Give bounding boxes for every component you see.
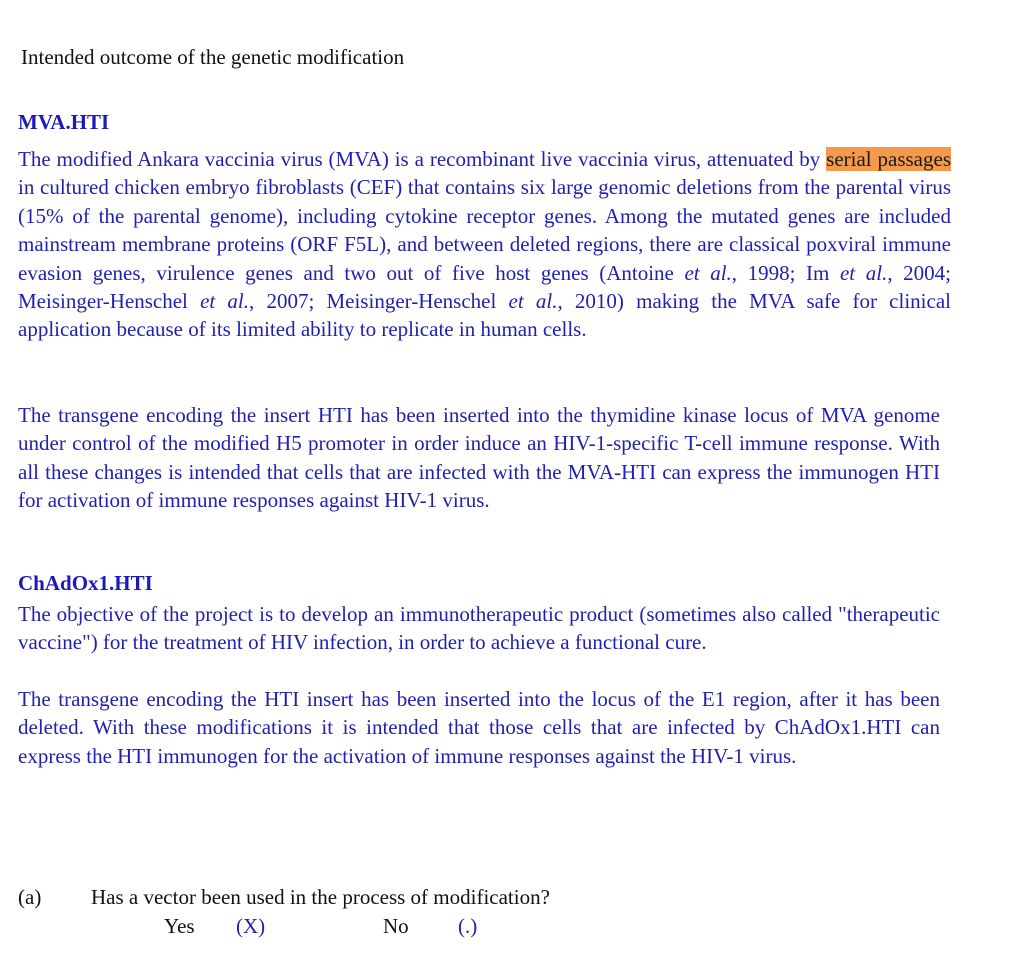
yes-checkbox[interactable]: (X) [236, 914, 266, 938]
chadox-paragraph-1: The objective of the project is to develop an immunotherapeutic product (sometimes also called "therapeutic vaccine") for the treatment of HIV infection, in order to achieve a functional cure. [18, 602, 940, 655]
question-label: (a) [18, 885, 42, 909]
citation-etal: et al. [200, 289, 249, 314]
mva-para1-text-a: The modified Ankara vaccinia virus (MVA) is a recombinant live vaccinia virus, attenuated by [18, 147, 827, 171]
question-text: Has a vector been used in the process of modification? [91, 885, 550, 909]
chadox-paragraph-2: The transgene encoding the HTI insert has been inserted into the locus of the E1 region, after it has been deleted. With these modifications it is intended that those cells that are infected by ChAdOx1.HTI can express the HTI immunogen for the activation of immune responses against the HIV-1 virus. [18, 687, 940, 768]
mva-paragraph-2: The transgene encoding the insert HTI has been inserted into the thymidine kinase locus of MVA genome under control of the modified H5 promoter in order induce an HIV-1-specific T-cell immune response. With all these changes is intended that cells that are infected with the MVA-HTI can express the immunogen HTI for activation of immune responses against HIV-1 virus. [18, 403, 940, 513]
no-checkbox[interactable]: (.) [458, 914, 478, 938]
citation-etal: et al. [508, 289, 558, 314]
highlighted-text: serial passages [826, 147, 951, 171]
mva-paragraph-1 [18, 145, 951, 344]
mva-para1-text-b: in cultured chicken embryo fibroblasts (CEF) that contains six large genomic deletions from the parental virus (15% of the parental genome), including cytokine receptor genes. Among the mutated genes are included mainstream membrane proteins (ORF F5L), and between deleted regions, there are classical poxviral immune evasion genes, virulence genes and two out of five host genes (Antoine [18, 175, 951, 285]
citation-tail: , 2010) making the MVA safe for clinical application because of its limited ability to replicate in human cells. [18, 289, 951, 342]
citation-year-2: , 2004; Meisinger-Henschel [18, 260, 951, 314]
section-title: Intended outcome of the genetic modification [21, 45, 405, 69]
citation-year-1: , 1998; Im [731, 260, 840, 285]
yes-label: Yes [164, 914, 195, 938]
no-label: No [383, 914, 409, 938]
mva-heading: MVA.HTI [18, 110, 110, 134]
citation-year-3: , 2007; Meisinger-Henschel [249, 289, 509, 314]
chadox-heading: ChAdOx1.HTI [18, 571, 153, 595]
citation-etal: et al. [684, 260, 732, 285]
citation-etal: et al. [839, 260, 888, 285]
